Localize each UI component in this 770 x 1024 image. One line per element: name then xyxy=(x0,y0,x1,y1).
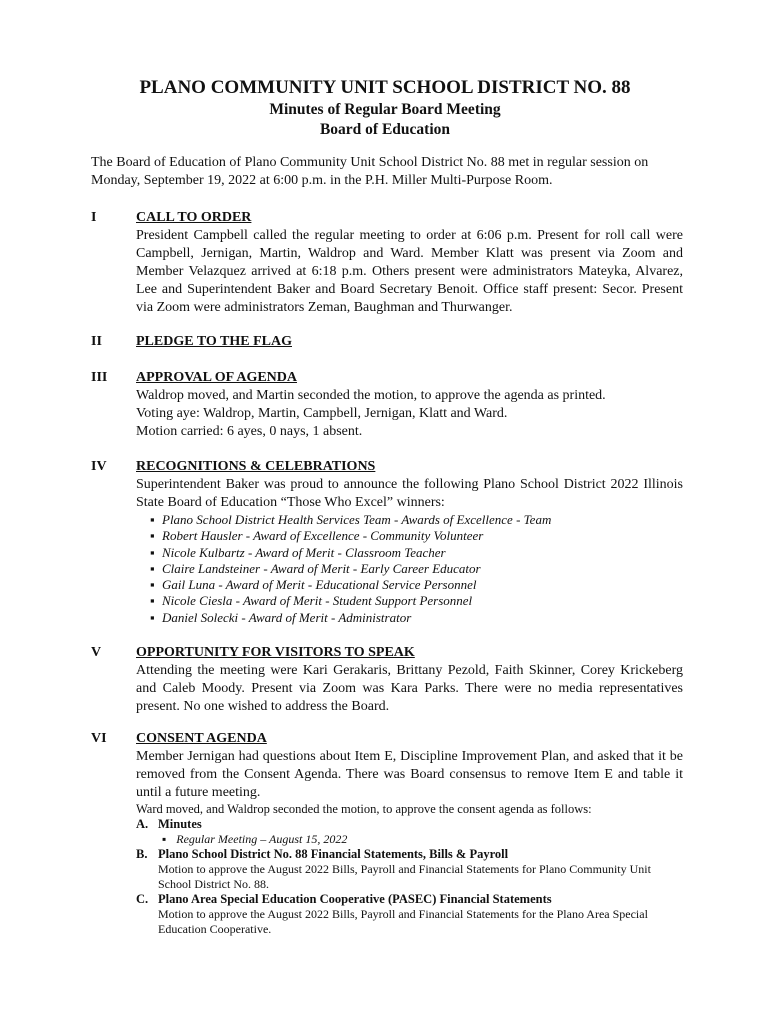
section-text: Member Jernigan had questions about Item E, Discipline Improvement Plan, and asked that it be removed from the Consent Agenda. There was Board consensus to remove Item E and table it until a future meeting. xyxy=(136,749,683,800)
item-title: Plano Area Special Education Cooperative (PASEC) Financial Statements xyxy=(158,892,552,906)
section-text: President Campbell called the regular meeting to order at 6:06 p.m. Present for roll call were Campbell, Jernigan, Martin, Waldrop and Ward. Member Klatt was present via Zoom and Member Velazquez arrived at 6:18 p.m. Others present were administrators Mateyka, Alvarez, Lee and Superintendent Baker and Board Secretary Benoit. Office staff present: Secor. Present via Zoom were administrators Zeman, Baughman and Thurwanger. xyxy=(136,228,683,315)
item-text: Motion to approve the August 2022 Bills, Payroll and Financial Statements for the Plano Area Special Education Cooperative. xyxy=(158,907,648,936)
section-number: II xyxy=(91,334,102,349)
section-heading: PLEDGE TO THE FLAG xyxy=(136,334,292,349)
list-item: ▪ Daniel Solecki - Award of Merit - Administrator xyxy=(162,610,683,626)
section-heading: CALL TO ORDER xyxy=(136,210,252,225)
item-label: C. xyxy=(136,892,149,906)
section-call-to-order xyxy=(91,209,683,317)
district-title: PLANO COMMUNITY UNIT SCHOOL DISTRICT NO. 88 xyxy=(139,77,631,98)
list-item: ▪ Robert Hausler - Award of Excellence - Community Volunteer xyxy=(162,528,683,544)
item-label: B. xyxy=(136,847,148,861)
board-subtitle: Board of Education xyxy=(319,121,451,138)
list-item: ▪ Nicole Ciesla - Award of Merit - Student Support Personnel xyxy=(162,593,683,609)
minutes-entry: ▪ Regular Meeting – August 15, 2022 xyxy=(136,832,683,847)
motion-line: Waldrop moved, and Martin seconded the motion, to approve the agenda as printed. xyxy=(136,388,606,403)
section-number: III xyxy=(91,370,108,385)
minutes-subtitle: Minutes of Regular Board Meeting xyxy=(269,101,501,118)
section-text: Attending the meeting were Kari Gerakaris, Brittany Pezold, Faith Skinner, Corey Krickeberg and Caleb Moody. Present via Zoom was Kara Parks. There were no media representatives present. No one wished to address the Board. xyxy=(136,663,683,714)
section-heading: RECOGNITIONS & CELEBRATIONS xyxy=(136,459,376,474)
consent-item-c xyxy=(136,892,683,907)
result-line: Motion carried: 6 ayes, 0 nays, 1 absent. xyxy=(136,424,363,439)
list-item: ▪ Nicole Kulbartz - Award of Merit - Classroom Teacher xyxy=(162,545,683,561)
section-text: Superintendent Baker was proud to announce the following Plano School District 2022 Illinois State Board of Education “Those Who Excel” winners: xyxy=(136,477,683,510)
item-label: A. xyxy=(136,817,149,831)
section-heading: OPPORTUNITY FOR VISITORS TO SPEAK xyxy=(136,645,415,660)
section-number: V xyxy=(91,645,102,660)
section-consent-agenda xyxy=(91,730,683,937)
item-text: Motion to approve the August 2022 Bills, Payroll and Financial Statements for Plano Community Unit School District No. 88. xyxy=(158,862,651,891)
section-number: I xyxy=(91,210,97,225)
list-item: ▪ Plano School District Health Services Team - Awards of Excellence - Team xyxy=(162,512,683,528)
list-item: ▪ Claire Landsteiner - Award of Merit - Early Career Educator xyxy=(162,561,683,577)
section-heading: CONSENT AGENDA xyxy=(136,731,267,746)
section-number: IV xyxy=(91,459,107,474)
section-pledge xyxy=(91,333,683,351)
consent-item-b xyxy=(136,847,683,862)
list-item: ▪ Gail Luna - Award of Merit - Educational Service Personnel xyxy=(162,577,683,593)
section-visitors xyxy=(91,644,683,716)
section-recognitions xyxy=(91,458,683,626)
vote-line: Voting aye: Waldrop, Martin, Campbell, Jernigan, Klatt and Ward. xyxy=(136,406,508,421)
section-number: VI xyxy=(91,731,107,746)
section-approval-of-agenda xyxy=(91,369,683,441)
consent-motion: Ward moved, and Waldrop seconded the motion, to approve the consent agenda as follows: xyxy=(136,802,592,816)
intro-paragraph: The Board of Education of Plano Community Unit School District No. 88 met in regular session on Monday, September 19, 2022 at 6:00 p.m. in the P.H. Miller Multi-Purpose Room. xyxy=(91,155,649,188)
consent-item-a xyxy=(136,817,683,832)
item-title: Plano School District No. 88 Financial Statements, Bills & Payroll xyxy=(158,847,509,861)
item-title: Minutes xyxy=(158,817,202,831)
awards-list xyxy=(136,512,683,626)
section-heading: APPROVAL OF AGENDA xyxy=(136,370,298,385)
